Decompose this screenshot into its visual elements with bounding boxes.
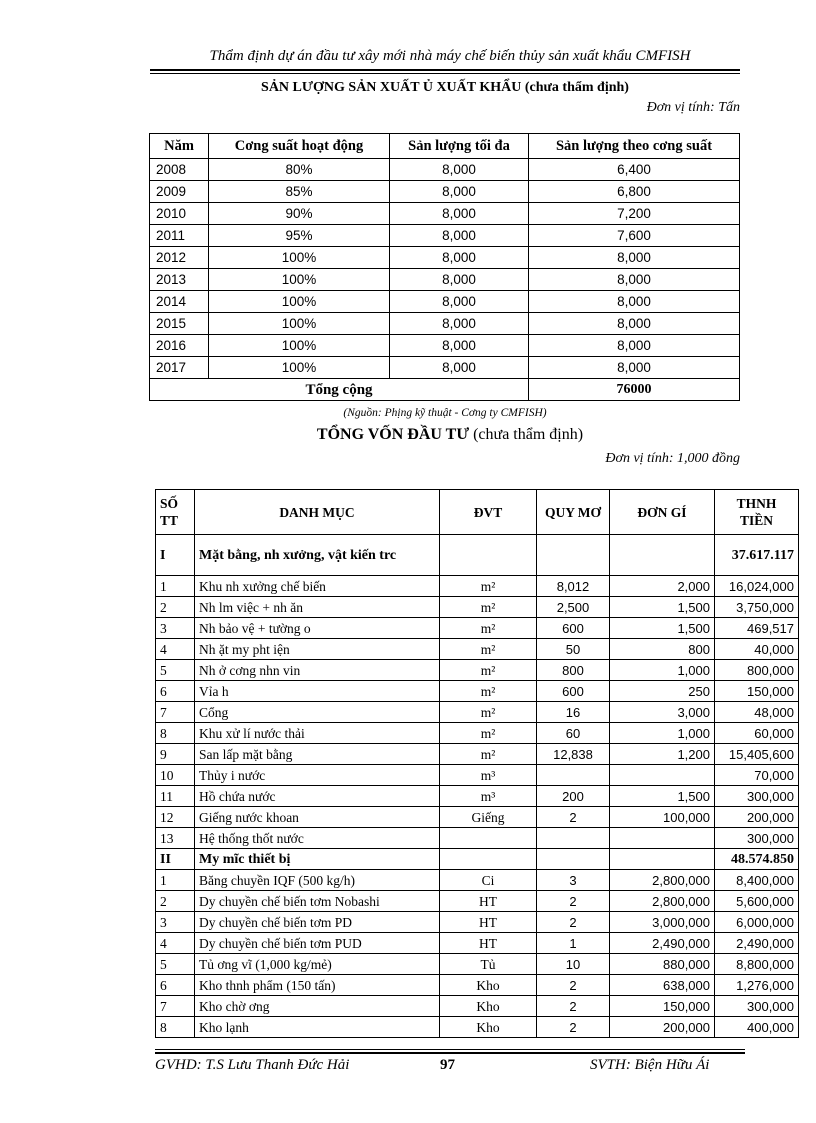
quantity-cell: 3 — [537, 870, 610, 891]
amount-cell: 5,600,000 — [715, 891, 799, 912]
section-row — [156, 535, 799, 576]
empty-cell — [610, 849, 715, 870]
unit-cell: Kho — [440, 1017, 537, 1038]
col-header-capacity: Cơng suất hoạt động — [209, 134, 390, 159]
col-header-output: Sản lượng theo cơng suất — [529, 134, 740, 159]
output-cell: 8,000 — [529, 313, 740, 335]
running-header: Thẩm định dự án đầu tư xây mới nhà máy chế biến thủy sản xuất khẩu CMFISH — [209, 48, 691, 64]
amount-cell: 70,000 — [715, 765, 799, 786]
unit-cell: Tủ — [440, 954, 537, 975]
year-cell: 2013 — [150, 269, 209, 291]
quantity-cell: 50 — [537, 639, 610, 660]
year-cell: 2012 — [150, 247, 209, 269]
quantity-cell — [537, 765, 610, 786]
max-output-cell: 8,000 — [390, 313, 529, 335]
production-table — [149, 133, 740, 401]
unit-cell: m² — [440, 618, 537, 639]
section-total: 48.574.850 — [715, 849, 799, 870]
row-no: 3 — [156, 912, 195, 933]
quantity-cell: 60 — [537, 723, 610, 744]
quantity-cell: 8,012 — [537, 576, 610, 597]
quantity-cell: 2 — [537, 891, 610, 912]
output-cell: 8,000 — [529, 247, 740, 269]
footer-supervisor: GVHD: T.S Lưu Thanh Đức Hải — [155, 1057, 350, 1073]
header-rule — [150, 69, 740, 71]
quantity-cell: 2,500 — [537, 597, 610, 618]
production-table-unit: Đơn vị tính: Tấn — [646, 100, 740, 115]
row-no: 7 — [156, 996, 195, 1017]
unit-cell: Giếng — [440, 807, 537, 828]
capacity-cell: 100% — [209, 291, 390, 313]
output-cell: 6,800 — [529, 181, 740, 203]
total-value: 76000 — [529, 379, 740, 401]
max-output-cell: 8,000 — [390, 269, 529, 291]
table-row — [150, 203, 740, 225]
max-output-cell: 8,000 — [390, 357, 529, 379]
investment-table — [155, 489, 799, 1038]
item-name: Nh ặt my pht iện — [195, 639, 440, 660]
amount-cell: 48,000 — [715, 702, 799, 723]
unit-cell: m² — [440, 744, 537, 765]
unit-cell: m³ — [440, 765, 537, 786]
max-output-cell: 8,000 — [390, 225, 529, 247]
row-no: 8 — [156, 1017, 195, 1038]
row-no: 10 — [156, 765, 195, 786]
unit-cell: Kho — [440, 996, 537, 1017]
capacity-cell: 80% — [209, 159, 390, 181]
table-row — [156, 660, 799, 681]
item-name: Hệ thống thốt nước — [195, 828, 440, 849]
unit-price-cell: 638,000 — [610, 975, 715, 996]
item-name: Vỉa h — [195, 681, 440, 702]
col-header-unit-price: ĐƠN GÍ — [610, 490, 715, 535]
empty-cell — [610, 535, 715, 576]
table-row — [156, 933, 799, 954]
capacity-cell: 100% — [209, 269, 390, 291]
amount-cell: 3,750,000 — [715, 597, 799, 618]
section-name: Mặt bằng, nh xưởng, vật kiến trc — [195, 535, 440, 576]
output-cell: 7,600 — [529, 225, 740, 247]
amount-cell: 1,276,000 — [715, 975, 799, 996]
table-row — [156, 681, 799, 702]
quantity-cell: 800 — [537, 660, 610, 681]
row-no: 3 — [156, 618, 195, 639]
table-row — [156, 786, 799, 807]
investment-table-body — [156, 535, 799, 1038]
table-row — [150, 313, 740, 335]
unit-cell: Ci — [440, 870, 537, 891]
unit-cell: m³ — [440, 786, 537, 807]
capacity-cell: 100% — [209, 335, 390, 357]
unit-price-cell: 3,000,000 — [610, 912, 715, 933]
unit-price-cell — [610, 765, 715, 786]
year-cell: 2009 — [150, 181, 209, 203]
year-cell: 2008 — [150, 159, 209, 181]
quantity-cell: 2 — [537, 996, 610, 1017]
table-header-row — [156, 490, 799, 535]
unit-price-cell: 3,000 — [610, 702, 715, 723]
amount-cell: 15,405,600 — [715, 744, 799, 765]
unit-price-cell — [610, 828, 715, 849]
row-no: 13 — [156, 828, 195, 849]
investment-table-title — [150, 426, 750, 444]
total-label: Tổng cộng — [150, 379, 529, 401]
item-name: Khu nh xưởng chế biến — [195, 576, 440, 597]
table-row — [156, 1017, 799, 1038]
output-cell: 8,000 — [529, 269, 740, 291]
table-row — [150, 225, 740, 247]
unit-cell — [440, 828, 537, 849]
unit-cell: HT — [440, 891, 537, 912]
item-name: Kho lạnh — [195, 1017, 440, 1038]
production-table-title: SẢN LƯỢNG SẢN XUẤT Ủ XUẤT KHẨU (chưa thẩm định) — [261, 80, 629, 95]
unit-price-cell: 800 — [610, 639, 715, 660]
table-row — [150, 181, 740, 203]
item-name: Giếng nước khoan — [195, 807, 440, 828]
quantity-cell: 2 — [537, 807, 610, 828]
output-cell: 7,200 — [529, 203, 740, 225]
unit-cell: m² — [440, 702, 537, 723]
col-header-year: Năm — [150, 134, 209, 159]
output-cell: 8,000 — [529, 291, 740, 313]
max-output-cell: 8,000 — [390, 335, 529, 357]
unit-cell: m² — [440, 681, 537, 702]
investment-table-unit: Đơn vị tính: 1,000 đồng — [605, 451, 740, 466]
output-cell: 8,000 — [529, 335, 740, 357]
footer-student: SVTH: Biện Hữu Ái — [590, 1057, 710, 1073]
amount-cell: 40,000 — [715, 639, 799, 660]
table-row — [156, 618, 799, 639]
row-no: 6 — [156, 975, 195, 996]
unit-cell: m² — [440, 723, 537, 744]
item-name: Khu xử lí nước thải — [195, 723, 440, 744]
unit-cell: m² — [440, 639, 537, 660]
quantity-cell: 600 — [537, 681, 610, 702]
unit-price-cell: 1,000 — [610, 723, 715, 744]
table-header-row — [150, 134, 740, 159]
year-cell: 2011 — [150, 225, 209, 247]
table-row — [156, 891, 799, 912]
unit-cell: HT — [440, 912, 537, 933]
item-name: Cổng — [195, 702, 440, 723]
amount-cell: 60,000 — [715, 723, 799, 744]
table-row — [156, 744, 799, 765]
table-row — [156, 723, 799, 744]
footer-rule — [155, 1052, 745, 1054]
table-row — [156, 597, 799, 618]
table-row — [150, 247, 740, 269]
quantity-cell: 1 — [537, 933, 610, 954]
year-cell: 2014 — [150, 291, 209, 313]
unit-price-cell: 1,500 — [610, 618, 715, 639]
row-no: 11 — [156, 786, 195, 807]
table-row — [156, 975, 799, 996]
table-row — [150, 335, 740, 357]
section-total: 37.617.117 — [715, 535, 799, 576]
unit-price-cell: 2,800,000 — [610, 891, 715, 912]
empty-cell — [440, 849, 537, 870]
row-no: 4 — [156, 933, 195, 954]
table-row — [150, 269, 740, 291]
col-header-unit: ĐVT — [440, 490, 537, 535]
max-output-cell: 8,000 — [390, 159, 529, 181]
item-name: Nh ở cơng nhn vin — [195, 660, 440, 681]
col-header-max-output: Sản lượng tối đa — [390, 134, 529, 159]
capacity-cell: 100% — [209, 357, 390, 379]
table-row — [156, 765, 799, 786]
row-no: 8 — [156, 723, 195, 744]
year-cell: 2010 — [150, 203, 209, 225]
item-name: Nh lm việc + nh ăn — [195, 597, 440, 618]
item-name: Nh bảo vệ + tường o — [195, 618, 440, 639]
unit-price-cell: 880,000 — [610, 954, 715, 975]
table-row — [156, 807, 799, 828]
amount-cell: 469,517 — [715, 618, 799, 639]
row-no: 5 — [156, 954, 195, 975]
year-cell: 2016 — [150, 335, 209, 357]
amount-cell: 8,400,000 — [715, 870, 799, 891]
row-no: 12 — [156, 807, 195, 828]
item-name: Thủy i nước — [195, 765, 440, 786]
unit-price-cell: 150,000 — [610, 996, 715, 1017]
output-cell: 8,000 — [529, 357, 740, 379]
section-row — [156, 849, 799, 870]
row-no: 2 — [156, 891, 195, 912]
amount-cell: 300,000 — [715, 996, 799, 1017]
row-no: 7 — [156, 702, 195, 723]
col-header-item: DANH MỤC — [195, 490, 440, 535]
quantity-cell — [537, 828, 610, 849]
quantity-cell: 200 — [537, 786, 610, 807]
table-row — [150, 357, 740, 379]
item-name: Dy chuyền chế biến tơm PD — [195, 912, 440, 933]
table-row — [156, 912, 799, 933]
quantity-cell: 12,838 — [537, 744, 610, 765]
unit-cell: Kho — [440, 975, 537, 996]
unit-price-cell: 100,000 — [610, 807, 715, 828]
table-row — [156, 870, 799, 891]
item-name: Kho chờ ơng — [195, 996, 440, 1017]
item-name: Băng chuyền IQF (500 kg/h) — [195, 870, 440, 891]
quantity-cell: 600 — [537, 618, 610, 639]
quantity-cell: 2 — [537, 1017, 610, 1038]
unit-cell: m² — [440, 576, 537, 597]
amount-cell: 2,490,000 — [715, 933, 799, 954]
row-no: 4 — [156, 639, 195, 660]
unit-cell: m² — [440, 660, 537, 681]
amount-cell: 150,000 — [715, 681, 799, 702]
table-row — [156, 828, 799, 849]
max-output-cell: 8,000 — [390, 291, 529, 313]
max-output-cell: 8,000 — [390, 247, 529, 269]
section-no: I — [156, 535, 195, 576]
empty-cell — [440, 535, 537, 576]
unit-price-cell: 2,800,000 — [610, 870, 715, 891]
row-no: 9 — [156, 744, 195, 765]
investment-title-sub: (chưa thẩm định) — [473, 426, 584, 443]
amount-cell: 300,000 — [715, 828, 799, 849]
empty-cell — [537, 535, 610, 576]
unit-price-cell: 200,000 — [610, 1017, 715, 1038]
item-name: Tủ ơng vĩ (1,000 kg/mẻ) — [195, 954, 440, 975]
amount-cell: 400,000 — [715, 1017, 799, 1038]
table-row — [156, 954, 799, 975]
unit-price-cell: 1,000 — [610, 660, 715, 681]
item-name: Hồ chứa nước — [195, 786, 440, 807]
quantity-cell: 2 — [537, 912, 610, 933]
unit-price-cell: 1,500 — [610, 786, 715, 807]
capacity-cell: 100% — [209, 247, 390, 269]
output-cell: 6,400 — [529, 159, 740, 181]
unit-price-cell: 250 — [610, 681, 715, 702]
item-name: Dy chuyền chế biến tơm PUD — [195, 933, 440, 954]
item-name: San lấp mặt bằng — [195, 744, 440, 765]
table-source-note: (Nguồn: Phịng kỹ thuật - Cơng ty CMFISH) — [343, 407, 547, 419]
amount-cell: 16,024,000 — [715, 576, 799, 597]
section-name: My mĩc thiết bị — [195, 849, 440, 870]
table-row — [150, 291, 740, 313]
capacity-cell: 85% — [209, 181, 390, 203]
unit-price-cell: 1,500 — [610, 597, 715, 618]
item-name: Kho thnh phẩm (150 tấn) — [195, 975, 440, 996]
year-cell: 2015 — [150, 313, 209, 335]
table-row — [156, 576, 799, 597]
capacity-cell: 90% — [209, 203, 390, 225]
item-name: Dy chuyền chế biến tơm Nobashi — [195, 891, 440, 912]
col-header-quantity: QUY MƠ — [537, 490, 610, 535]
table-row — [156, 639, 799, 660]
section-no: II — [156, 849, 195, 870]
amount-cell: 8,800,000 — [715, 954, 799, 975]
quantity-cell: 16 — [537, 702, 610, 723]
row-no: 1 — [156, 870, 195, 891]
row-no: 5 — [156, 660, 195, 681]
amount-cell: 300,000 — [715, 786, 799, 807]
capacity-cell: 95% — [209, 225, 390, 247]
year-cell: 2017 — [150, 357, 209, 379]
footer-rule-thin — [155, 1049, 745, 1050]
max-output-cell: 8,000 — [390, 181, 529, 203]
investment-title-main: TỔNG VỐN ĐẦU TƯ — [316, 426, 470, 443]
unit-price-cell: 2,000 — [610, 576, 715, 597]
total-row — [150, 379, 740, 401]
header-rule-thin — [150, 73, 740, 74]
quantity-cell: 2 — [537, 975, 610, 996]
col-header-no: SỐ TT — [156, 490, 195, 535]
quantity-cell: 10 — [537, 954, 610, 975]
capacity-cell: 100% — [209, 313, 390, 335]
table-row — [156, 702, 799, 723]
empty-cell — [537, 849, 610, 870]
table-row — [150, 159, 740, 181]
amount-cell: 200,000 — [715, 807, 799, 828]
page-number: 97 — [440, 1057, 455, 1073]
amount-cell: 6,000,000 — [715, 912, 799, 933]
row-no: 1 — [156, 576, 195, 597]
col-header-amount: THNH TIỀN — [715, 490, 799, 535]
row-no: 2 — [156, 597, 195, 618]
production-table-body — [150, 159, 740, 379]
unit-price-cell: 2,490,000 — [610, 933, 715, 954]
table-row — [156, 996, 799, 1017]
row-no: 6 — [156, 681, 195, 702]
amount-cell: 800,000 — [715, 660, 799, 681]
unit-cell: HT — [440, 933, 537, 954]
unit-price-cell: 1,200 — [610, 744, 715, 765]
max-output-cell: 8,000 — [390, 203, 529, 225]
unit-cell: m² — [440, 597, 537, 618]
